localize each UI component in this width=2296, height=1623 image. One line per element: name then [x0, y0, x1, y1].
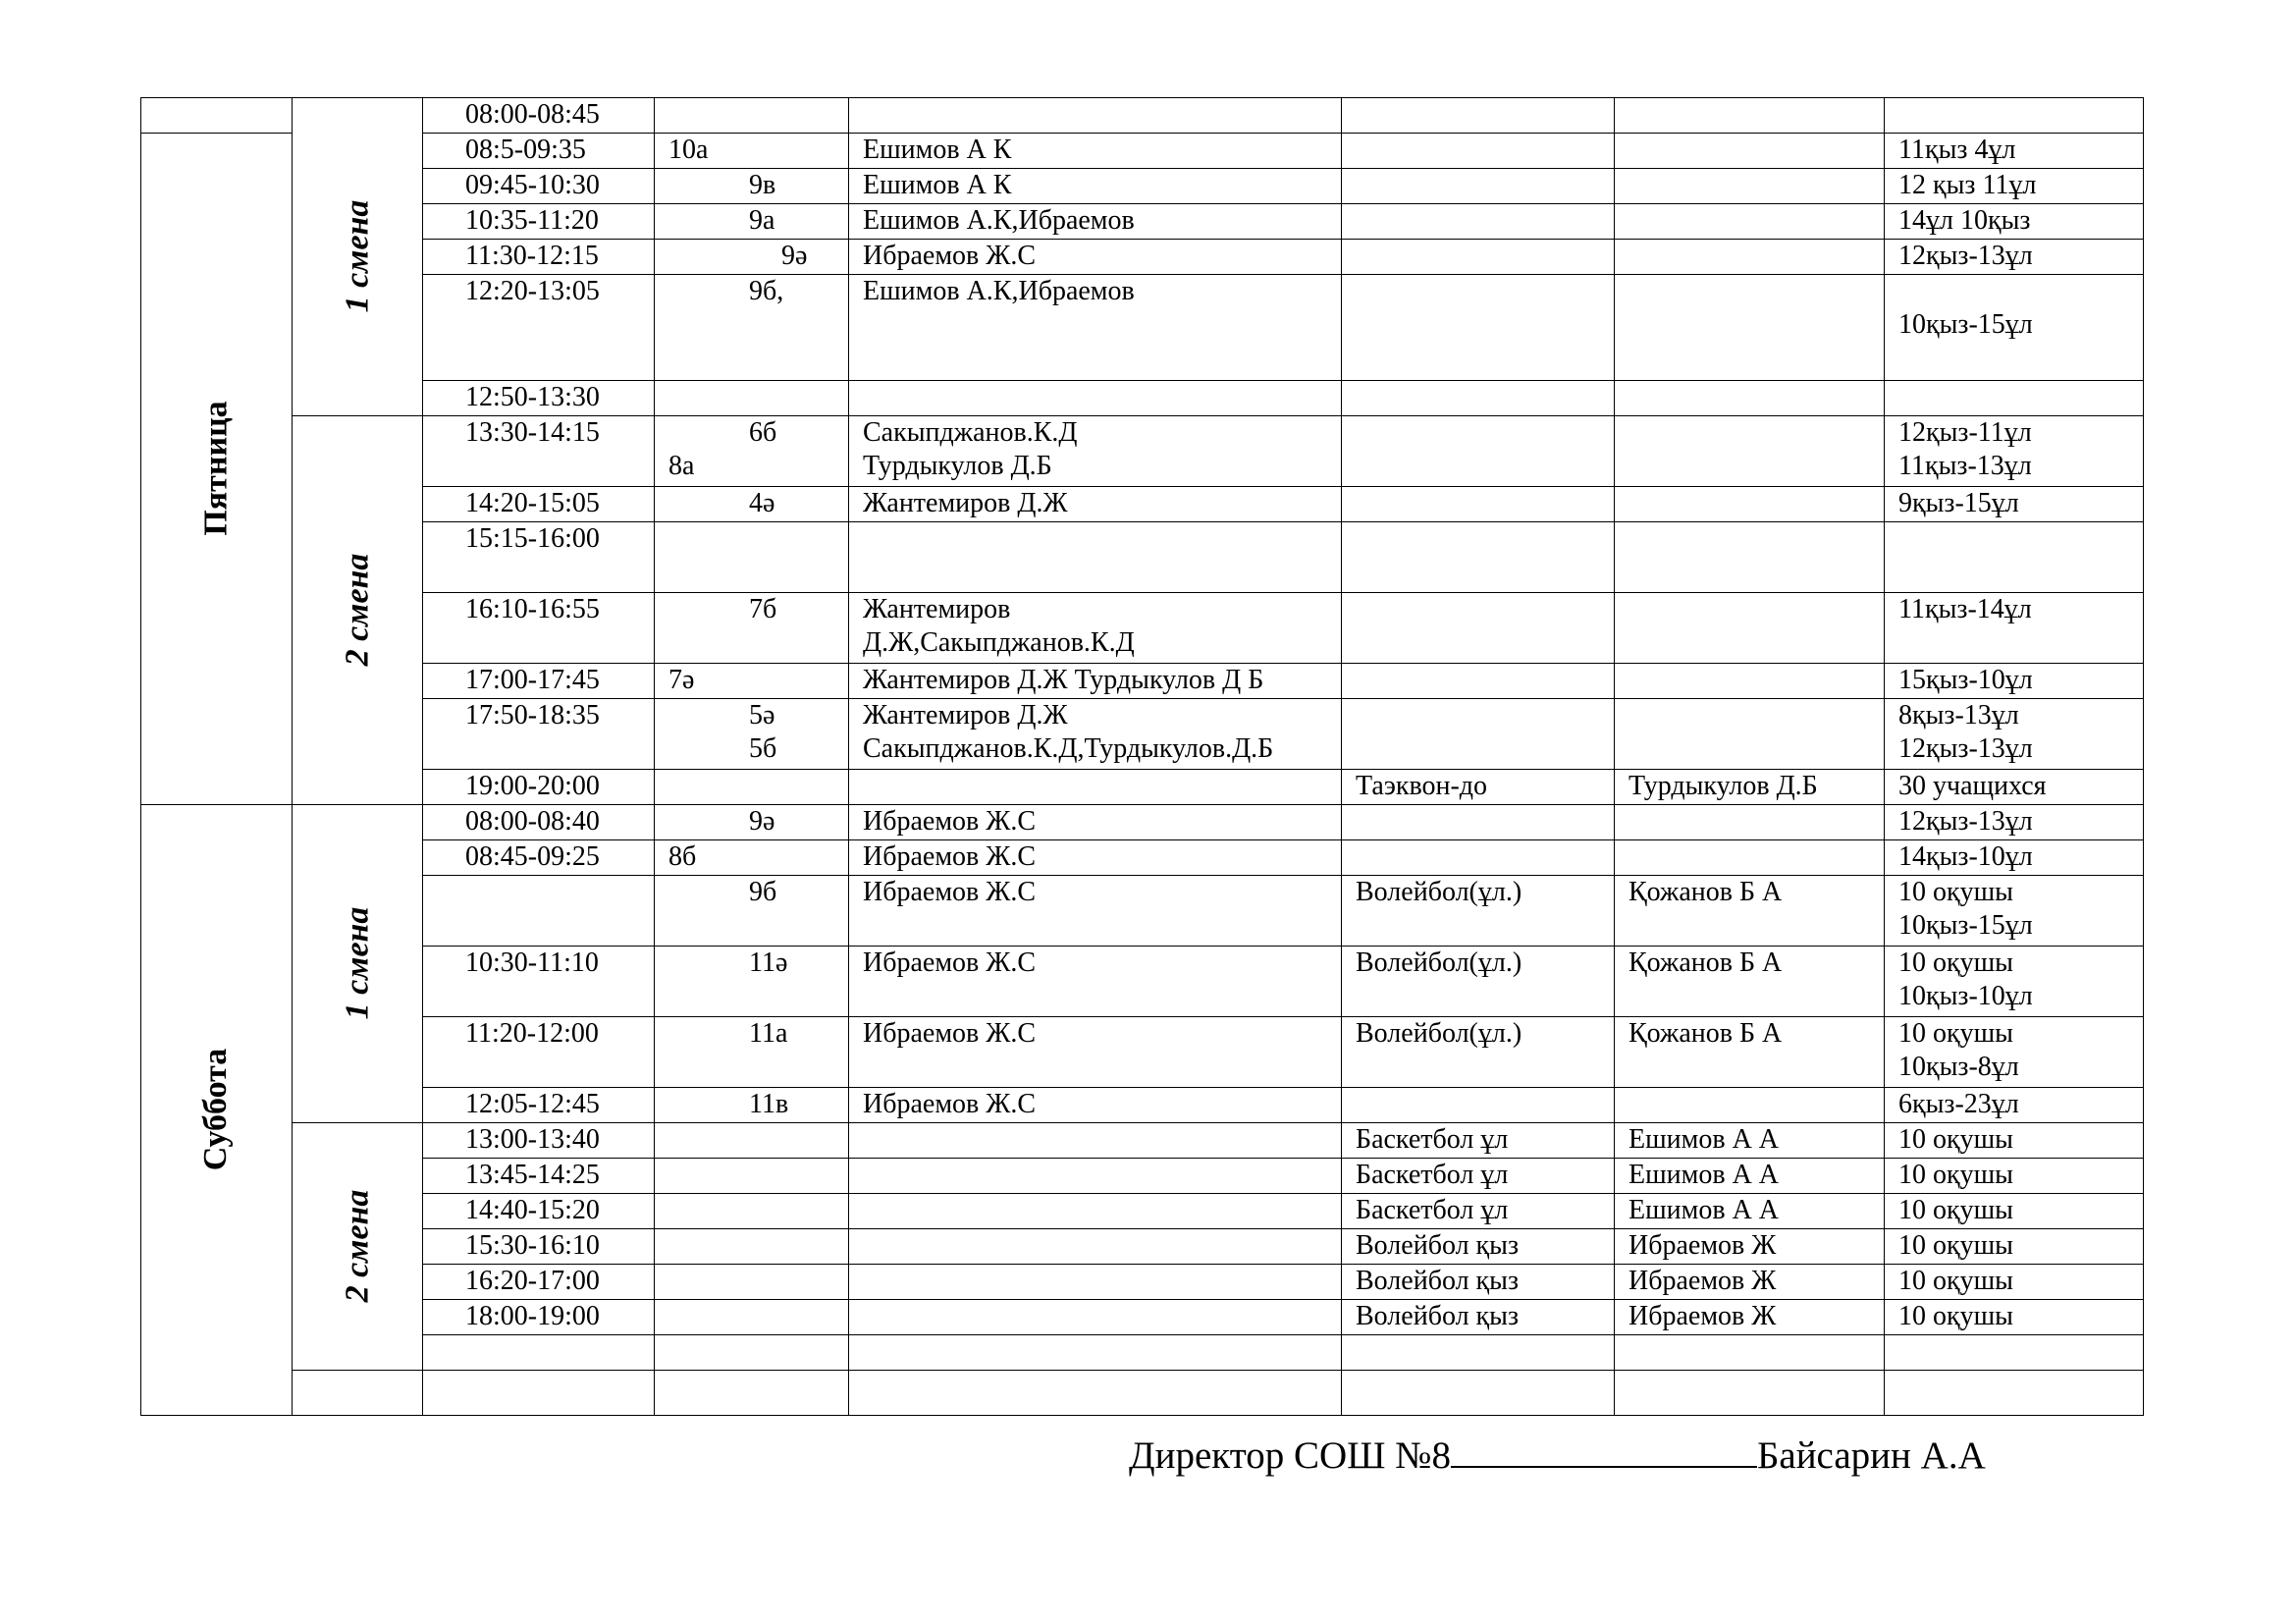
teacher-cell: Ибраемов Ж.С — [849, 240, 1342, 275]
class-cell: 9б, — [655, 275, 849, 381]
students-cell: 12 қыз 11ұл — [1885, 169, 2144, 204]
time-cell: 10:30-11:10 — [423, 947, 655, 1017]
class-cell — [655, 770, 849, 805]
time-cell: 08:00-08:40 — [423, 805, 655, 840]
students-cell: 9қыз-15ұл — [1885, 487, 2144, 522]
coach-cell — [1615, 1335, 1885, 1371]
coach-cell — [1615, 664, 1885, 699]
table-row — [141, 947, 2144, 1017]
students-cell: 10 оқушы — [1885, 1123, 2144, 1159]
shift-label-friday-2: 2 смена — [293, 416, 423, 805]
table-row — [141, 522, 2144, 593]
sport-cell — [1342, 593, 1615, 664]
students-cell: 8қыз-13ұл 12қыз-13ұл — [1885, 699, 2144, 770]
students-cell: 10қыз-15ұл — [1885, 275, 2144, 381]
coach-cell — [1615, 134, 1885, 169]
day-label-friday: Пятница — [141, 134, 293, 805]
time-cell: 17:50-18:35 — [423, 699, 655, 770]
students-cell — [1885, 98, 2144, 134]
class-cell: 9ә — [655, 240, 849, 275]
time-cell: 08:5-09:35 — [423, 134, 655, 169]
teacher-cell: Ибраемов Ж.С — [849, 876, 1342, 947]
time-cell: 16:10-16:55 — [423, 593, 655, 664]
time-cell: 09:45-10:30 — [423, 169, 655, 204]
coach-cell: Қожанов Б А — [1615, 876, 1885, 947]
teacher-cell: Ибраемов Ж.С — [849, 840, 1342, 876]
teacher-cell: Ибраемов Ж.С — [849, 947, 1342, 1017]
time-cell — [423, 1371, 655, 1416]
class-cell: 5ә 5б — [655, 699, 849, 770]
students-cell: 10 оқушы — [1885, 1194, 2144, 1229]
table-row — [141, 664, 2144, 699]
sport-cell — [1342, 275, 1615, 381]
coach-cell — [1615, 169, 1885, 204]
table-row — [141, 240, 2144, 275]
teacher-cell: Жантемиров Д.Ж Сакыпджанов.К.Д,Турдыкулов.Д.Б — [849, 699, 1342, 770]
time-cell: 14:40-15:20 — [423, 1194, 655, 1229]
time-cell: 13:00-13:40 — [423, 1123, 655, 1159]
coach-cell — [1615, 98, 1885, 134]
coach-cell: Ешимов А А — [1615, 1123, 1885, 1159]
table-row — [141, 1017, 2144, 1088]
sport-cell: Волейбол(ұл.) — [1342, 876, 1615, 947]
table-row — [141, 1194, 2144, 1229]
teacher-cell: Ибраемов Ж.С — [849, 1017, 1342, 1088]
time-cell: 08:00-08:45 — [423, 98, 655, 134]
table-row — [141, 134, 2144, 169]
teacher-cell — [849, 770, 1342, 805]
teacher-cell: Ешимов А.К,Ибраемов — [849, 204, 1342, 240]
time-cell: 08:45-09:25 — [423, 840, 655, 876]
class-cell: 9ә — [655, 805, 849, 840]
class-cell: 7б — [655, 593, 849, 664]
students-cell: 15қыз-10ұл — [1885, 664, 2144, 699]
teacher-cell — [849, 522, 1342, 593]
table-row — [141, 593, 2144, 664]
teacher-cell — [849, 1159, 1342, 1194]
time-cell: 11:30-12:15 — [423, 240, 655, 275]
class-cell — [655, 381, 849, 416]
class-cell — [655, 1229, 849, 1265]
table-row — [141, 487, 2144, 522]
time-cell: 11:20-12:00 — [423, 1017, 655, 1088]
table-row — [141, 275, 2144, 381]
sport-cell — [1342, 416, 1615, 487]
class-cell — [655, 1371, 849, 1416]
students-cell — [1885, 522, 2144, 593]
shift-label-saturday-2: 2 смена — [293, 1123, 423, 1371]
table-row — [141, 770, 2144, 805]
table-row — [141, 1159, 2144, 1194]
class-cell — [655, 1159, 849, 1194]
class-cell: 10а — [655, 134, 849, 169]
class-cell: 11а — [655, 1017, 849, 1088]
students-cell: 14қыз-10ұл — [1885, 840, 2144, 876]
coach-cell: Ибраемов Ж — [1615, 1265, 1885, 1300]
sport-cell: Баскетбол ұл — [1342, 1159, 1615, 1194]
teacher-cell: Ешимов А К — [849, 169, 1342, 204]
sport-cell — [1342, 204, 1615, 240]
teacher-cell: Ешимов А.К,Ибраемов — [849, 275, 1342, 381]
teacher-cell: Сакыпджанов.К.Д Турдыкулов Д.Б — [849, 416, 1342, 487]
teacher-cell — [849, 1300, 1342, 1335]
teacher-cell — [849, 1371, 1342, 1416]
coach-cell — [1615, 240, 1885, 275]
class-cell — [655, 98, 849, 134]
time-cell: 17:00-17:45 — [423, 664, 655, 699]
sport-cell — [1342, 699, 1615, 770]
time-cell: 14:20-15:05 — [423, 487, 655, 522]
coach-cell — [1615, 593, 1885, 664]
sport-cell — [1342, 1335, 1615, 1371]
students-cell: 10 оқушы — [1885, 1265, 2144, 1300]
sport-cell: Таэквон-до — [1342, 770, 1615, 805]
shift-label-friday-1: 1 смена — [293, 98, 423, 416]
sport-cell — [1342, 664, 1615, 699]
students-cell — [1885, 1371, 2144, 1416]
teacher-cell — [849, 381, 1342, 416]
sport-cell — [1342, 134, 1615, 169]
shift-label-saturday-1: 1 смена — [293, 805, 423, 1123]
time-cell: 12:05-12:45 — [423, 1088, 655, 1123]
time-cell: 19:00-20:00 — [423, 770, 655, 805]
signature-label: Директор СОШ №8 — [1129, 1434, 1451, 1477]
table-row — [141, 416, 2144, 487]
director-signature — [1129, 1434, 1986, 1478]
teacher-cell — [849, 98, 1342, 134]
sport-cell: Волейбол қыз — [1342, 1265, 1615, 1300]
teacher-cell — [849, 1123, 1342, 1159]
day-label-saturday: Суббота — [141, 805, 293, 1416]
time-cell: 12:50-13:30 — [423, 381, 655, 416]
time-cell: 13:45-14:25 — [423, 1159, 655, 1194]
teacher-cell — [849, 1265, 1342, 1300]
class-cell — [655, 1265, 849, 1300]
teacher-cell: Жантемиров Д.Ж — [849, 487, 1342, 522]
table-row — [141, 1335, 2144, 1371]
students-cell: 12қыз-13ұл — [1885, 240, 2144, 275]
teacher-cell: Жантемиров Д.Ж,Сакыпджанов.К.Д — [849, 593, 1342, 664]
students-cell: 6қыз-23ұл — [1885, 1088, 2144, 1123]
table-row — [141, 1265, 2144, 1300]
coach-cell: Ибраемов Ж — [1615, 1229, 1885, 1265]
teacher-cell: Ибраемов Ж.С — [849, 805, 1342, 840]
students-cell: 30 учащихся — [1885, 770, 2144, 805]
students-cell: 10 оқушы — [1885, 1159, 2144, 1194]
students-cell — [1885, 1335, 2144, 1371]
sport-cell — [1342, 487, 1615, 522]
schedule-table — [140, 97, 2144, 1416]
table-row — [141, 381, 2144, 416]
teacher-cell: Ешимов А К — [849, 134, 1342, 169]
coach-cell — [1615, 381, 1885, 416]
class-cell: 6б 8а — [655, 416, 849, 487]
coach-cell: Ешимов А А — [1615, 1194, 1885, 1229]
sport-cell — [1342, 840, 1615, 876]
sport-cell: Волейбол қыз — [1342, 1300, 1615, 1335]
time-cell — [423, 1335, 655, 1371]
table-row — [141, 1300, 2144, 1335]
table-row — [141, 840, 2144, 876]
table-row — [141, 876, 2144, 947]
class-cell: 4ә — [655, 487, 849, 522]
class-cell: 9б — [655, 876, 849, 947]
class-cell: 11ә — [655, 947, 849, 1017]
students-cell: 11қыз 4ұл — [1885, 134, 2144, 169]
students-cell: 14ұл 10қыз — [1885, 204, 2144, 240]
sport-cell: Волейбол(ұл.) — [1342, 1017, 1615, 1088]
table-row — [141, 98, 2144, 134]
coach-cell — [1615, 416, 1885, 487]
signature-line — [1451, 1434, 1757, 1468]
class-cell — [655, 1194, 849, 1229]
coach-cell — [1615, 805, 1885, 840]
students-cell: 12қыз-11ұл 11қыз-13ұл — [1885, 416, 2144, 487]
coach-cell — [1615, 204, 1885, 240]
coach-cell — [1615, 522, 1885, 593]
table-row — [141, 805, 2144, 840]
sport-cell — [1342, 1088, 1615, 1123]
coach-cell: Қожанов Б А — [1615, 947, 1885, 1017]
table-row — [141, 1371, 2144, 1416]
teacher-cell — [849, 1194, 1342, 1229]
sport-cell: Баскетбол ұл — [1342, 1194, 1615, 1229]
empty-day-cell — [141, 98, 293, 134]
class-cell — [655, 1300, 849, 1335]
sport-cell — [1342, 381, 1615, 416]
students-cell: 10 оқушы — [1885, 1229, 2144, 1265]
coach-cell: Қожанов Б А — [1615, 1017, 1885, 1088]
time-cell: 16:20-17:00 — [423, 1265, 655, 1300]
time-cell — [423, 876, 655, 947]
sport-cell: Волейбол(ұл.) — [1342, 947, 1615, 1017]
class-cell: 11в — [655, 1088, 849, 1123]
class-cell: 8б — [655, 840, 849, 876]
table-row — [141, 1123, 2144, 1159]
class-cell: 7ә — [655, 664, 849, 699]
students-cell: 10 оқушы 10қыз-15ұл — [1885, 876, 2144, 947]
students-cell: 10 оқушы 10қыз-8ұл — [1885, 1017, 2144, 1088]
coach-cell: Турдыкулов Д.Б — [1615, 770, 1885, 805]
sport-cell: Баскетбол ұл — [1342, 1123, 1615, 1159]
teacher-cell — [849, 1229, 1342, 1265]
sport-cell — [1342, 169, 1615, 204]
teacher-cell: Ибраемов Ж.С — [849, 1088, 1342, 1123]
table-row — [141, 1229, 2144, 1265]
coach-cell — [1615, 275, 1885, 381]
class-cell: 9а — [655, 204, 849, 240]
time-cell: 15:15-16:00 — [423, 522, 655, 593]
sport-cell — [1342, 522, 1615, 593]
students-cell: 10 оқушы 10қыз-10ұл — [1885, 947, 2144, 1017]
students-cell: 12қыз-13ұл — [1885, 805, 2144, 840]
table-row — [141, 699, 2144, 770]
teacher-cell — [849, 1335, 1342, 1371]
students-cell — [1885, 381, 2144, 416]
table-row — [141, 1088, 2144, 1123]
class-cell: 9в — [655, 169, 849, 204]
class-cell — [655, 1123, 849, 1159]
sport-cell — [1342, 805, 1615, 840]
coach-cell: Ибраемов Ж — [1615, 1300, 1885, 1335]
table-row — [141, 169, 2144, 204]
time-cell: 15:30-16:10 — [423, 1229, 655, 1265]
time-cell: 10:35-11:20 — [423, 204, 655, 240]
coach-cell — [1615, 1088, 1885, 1123]
class-cell — [655, 1335, 849, 1371]
sport-cell — [1342, 1371, 1615, 1416]
teacher-cell: Жантемиров Д.Ж Турдыкулов Д Б — [849, 664, 1342, 699]
signature-name: Байсарин А.А — [1756, 1434, 1986, 1477]
coach-cell — [1615, 840, 1885, 876]
coach-cell — [1615, 1371, 1885, 1416]
sport-cell: Волейбол қыз — [1342, 1229, 1615, 1265]
time-cell: 18:00-19:00 — [423, 1300, 655, 1335]
sport-cell — [1342, 98, 1615, 134]
shift-cell — [293, 1371, 423, 1416]
time-cell: 12:20-13:05 — [423, 275, 655, 381]
students-cell: 11қыз-14ұл — [1885, 593, 2144, 664]
table-row — [141, 204, 2144, 240]
class-cell — [655, 522, 849, 593]
time-cell: 13:30-14:15 — [423, 416, 655, 487]
coach-cell — [1615, 487, 1885, 522]
coach-cell — [1615, 699, 1885, 770]
coach-cell: Ешимов А А — [1615, 1159, 1885, 1194]
sport-cell — [1342, 240, 1615, 275]
students-cell: 10 оқушы — [1885, 1300, 2144, 1335]
